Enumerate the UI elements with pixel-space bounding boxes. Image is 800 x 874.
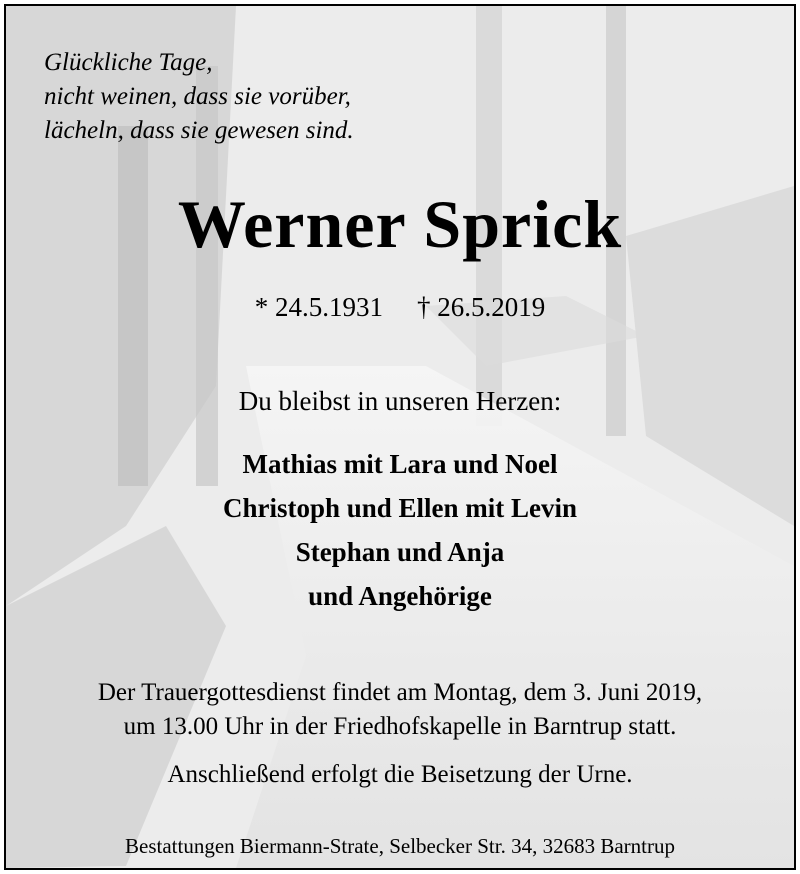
service-announcement: [6, 676, 794, 744]
mourner-line: Mathias mit Lara und Noel: [242, 449, 558, 479]
quote-line: lächeln, dass sie gewesen sind.: [44, 117, 354, 144]
deceased-name: Werner Sprick: [177, 186, 623, 262]
mourner-line: Christoph und Ellen mit Levin: [222, 493, 578, 523]
dedication-line: Du bleibst in unseren Herzen:: [238, 386, 562, 416]
mourner-line: Stephan und Anja: [295, 537, 505, 567]
quote-line: nicht weinen, dass sie vorüber,: [44, 83, 351, 110]
mourner-line: und Angehörige: [308, 581, 492, 611]
burial-note: Anschließend erfolgt die Beisetzung der Urne.: [167, 761, 633, 788]
service-line: Der Trauergottesdienst findet am Montag, dem 3. Juni 2019,: [97, 679, 703, 706]
memorial-quote: [44, 46, 354, 148]
funeral-home-footer: Bestattungen Biermann-Strate, Selbecker Str. 34, 32683 Barntrup: [125, 834, 675, 858]
obituary-notice: [4, 4, 796, 870]
quote-line: Glückliche Tage,: [44, 49, 213, 76]
birth-date: * 24.5.1931: [254, 292, 383, 322]
mourners-list: [6, 442, 794, 618]
life-dates: [6, 290, 794, 324]
death-date: † 26.5.2019: [417, 292, 546, 322]
service-line: um 13.00 Uhr in der Friedhofskapelle in Barntrup statt.: [123, 713, 677, 740]
